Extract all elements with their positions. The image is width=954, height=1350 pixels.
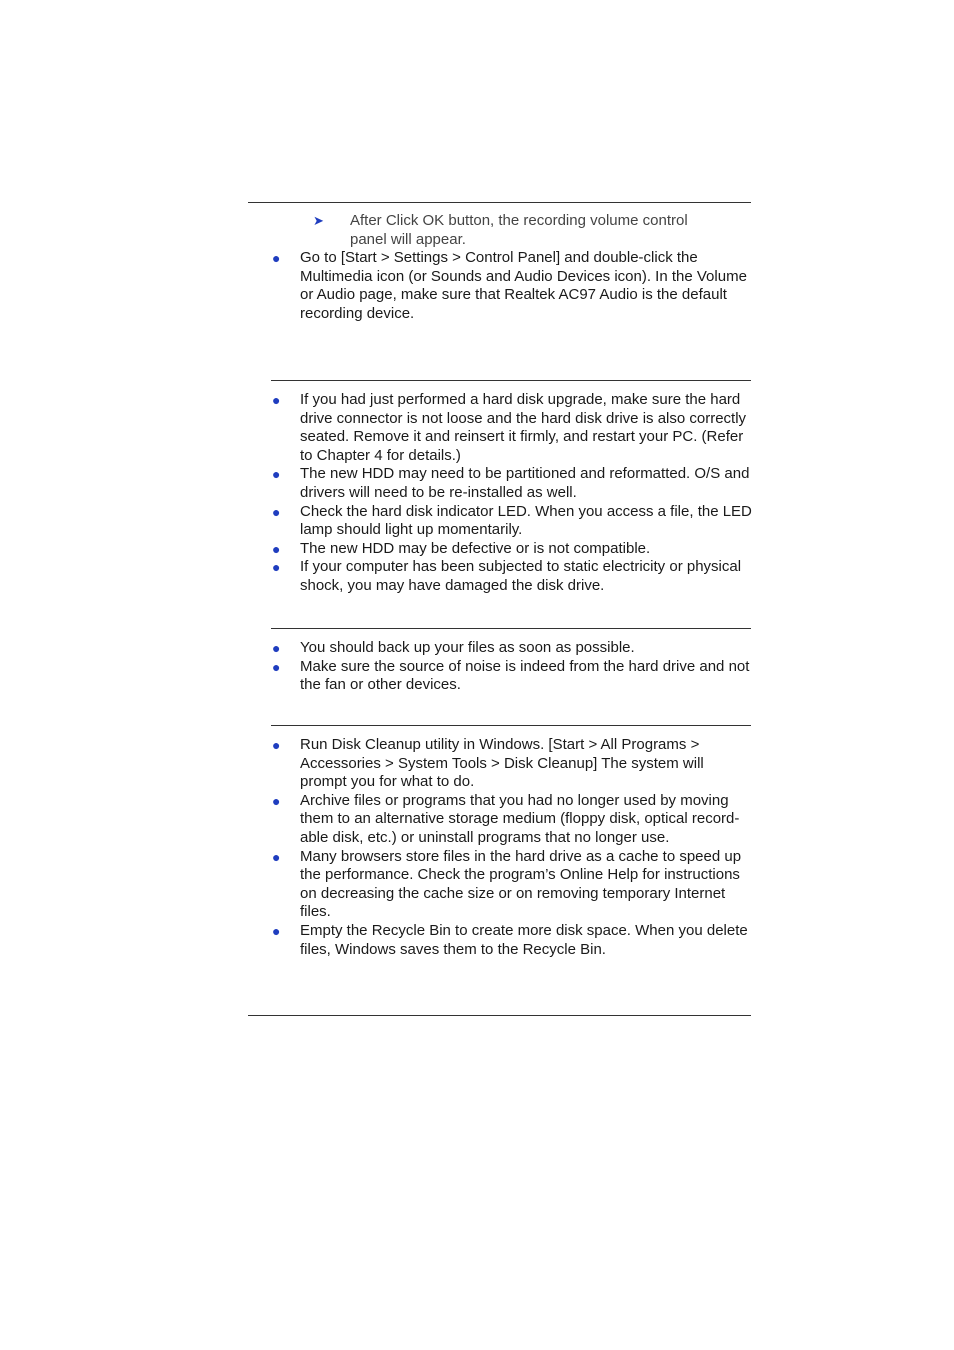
list-item-text: Check the hard disk indicator LED. When you access a file, the LED lamp should light up momentarily. <box>300 502 752 539</box>
list-item <box>0 503 752 540</box>
list-item <box>0 736 752 792</box>
list-item-text: Go to [Start > Settings > Control Panel] and double-click the Multimedia icon (or Sounds and Audio Devices icon). In the Volume or Audio page, make sure that Realtek AC97 Audio is the default recording device. <box>300 249 747 322</box>
list-item <box>0 658 752 695</box>
list-item-text: The new HDD may be defective or is not compatible. <box>300 539 651 557</box>
list-item <box>0 391 752 465</box>
top-divider <box>248 202 751 203</box>
bullet-icon: ● <box>272 848 281 865</box>
section-audio <box>0 212 954 324</box>
list-item-text: Empty the Recycle Bin to create more disk space. When you delete files, Windows saves them to the Recycle Bin. <box>300 921 748 958</box>
list-item <box>0 792 752 848</box>
list-item <box>0 558 752 595</box>
bullet-icon: ● <box>272 250 281 267</box>
bullet-icon: ● <box>272 540 281 557</box>
list-item-text: Run Disk Cleanup utility in Windows. [Start > All Programs > Accessories > System Tools > Disk Cleanup] The system will prompt you for what to do. <box>300 736 704 791</box>
list-item <box>0 249 752 323</box>
bullet-icon: ● <box>272 640 281 656</box>
section-divider <box>271 725 751 726</box>
arrow-right-icon: ➤ <box>313 213 324 228</box>
list-item-text: Many browsers store files in the hard drive as a cache to speed up the performance. Check the program’s Online Help for instructions on decreasing the cache size or on removing temporary Internet files. <box>300 847 742 921</box>
bullet-icon: ● <box>272 503 281 520</box>
bullet-icon: ● <box>272 922 281 939</box>
list-item-text: Archive files or programs that you had no longer used by moving them to an alternative storage medium (floppy disk, optical record-able disk, etc.) or uninstall programs that no longer use. <box>300 791 740 846</box>
bullet-icon: ● <box>272 392 281 408</box>
section-hdd-full <box>0 736 954 959</box>
bullet-icon: ● <box>272 466 281 483</box>
list-item <box>0 639 752 658</box>
list-item <box>0 465 752 502</box>
list-item-text: You should back up your files as soon as possible. <box>300 639 635 656</box>
list-item-text: The new HDD may need to be partitioned and reformatted. O/S and drivers will need to be re-installed as well. <box>300 465 750 501</box>
section-hdd-noise <box>0 639 954 695</box>
list-item-text: Make sure the source of noise is indeed from the hard drive and not the fan or other devices. <box>300 657 750 694</box>
bottom-divider <box>248 1015 751 1016</box>
section-divider <box>271 628 751 629</box>
bullet-icon: ● <box>272 792 281 809</box>
list-item <box>0 848 752 922</box>
section-hdd-not-working <box>0 391 954 596</box>
list-item-text: If you had just performed a hard disk upgrade, make sure the hard drive connector is not loose and the hard disk drive is also correctly seated. Remove it and reinsert it firmly, and restart your PC. (Refer to Chapter 4 for details.) <box>300 391 747 464</box>
bullet-icon: ● <box>272 737 281 753</box>
bullet-icon: ● <box>272 559 281 576</box>
list-item <box>0 540 752 559</box>
sub-item-text: After Click OK button, the recording volume control panel will appear. <box>350 212 688 248</box>
sub-list-item <box>0 212 720 249</box>
section-divider <box>271 380 751 381</box>
list-item <box>0 922 752 959</box>
bullet-icon: ● <box>272 658 281 675</box>
list-item-text: If your computer has been subjected to static electricity or physical shock, you may have damaged the disk drive. <box>300 558 742 594</box>
